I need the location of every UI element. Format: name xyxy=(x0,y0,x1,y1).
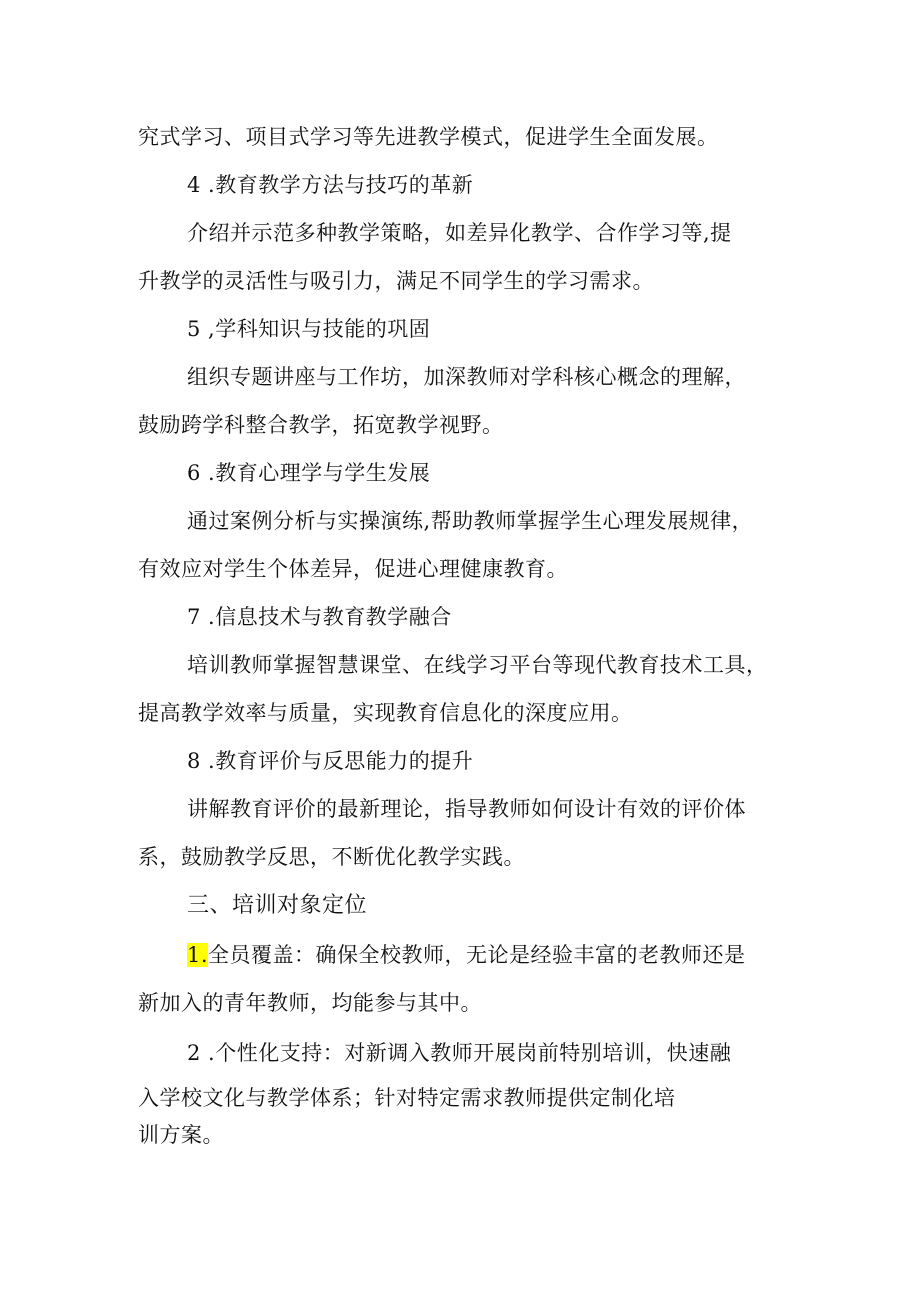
paragraph-line: 提高教学效率与质量，实现教育信息化的深度应用。 xyxy=(138,701,633,725)
paragraph-line: 鼓励跨学科整合教学，拓宽教学视野。 xyxy=(138,413,504,437)
section-heading-5: 5 ,学科知识与技能的巩固 xyxy=(187,317,431,341)
paragraph-line: 培训教师掌握智慧课堂、在线学习平台等现代教育技术工具， xyxy=(187,653,768,677)
section-heading-6: 6 .教育心理学与学生发展 xyxy=(187,461,431,485)
paragraph-line: 通过案例分析与实操演练,帮助教师掌握学生心理发展规律， xyxy=(187,509,754,533)
paragraph-line: 训方案。 xyxy=(138,1123,224,1147)
list-item-1 xyxy=(187,940,746,970)
section-heading-7: 7 .信息技术与教育教学融合 xyxy=(187,605,452,629)
list-item-text: 全员覆盖：确保全校教师，无论是经验丰富的老教师还是 xyxy=(208,943,746,967)
paragraph-line: 究式学习、项目式学习等先进教学模式，促进学生全面发展。 xyxy=(138,125,719,149)
section-heading-4: 4 .教育教学方法与技巧的革新 xyxy=(187,173,474,197)
paragraph-line: 系，鼓励教学反思，不断优化教学实践。 xyxy=(138,845,525,869)
paragraph-line: 有效应对学生个体差异，促进心理健康教育。 xyxy=(138,557,568,581)
list-item-2: 2 .个性化支持：对新调入教师开展岗前特别培训，快速融 xyxy=(187,1041,732,1065)
paragraph-line: 升教学的灵活性与吸引力，满足不同学生的学习需求。 xyxy=(138,269,654,293)
section-heading-8: 8 .教育评价与反思能力的提升 xyxy=(187,749,474,773)
paragraph-line: 介绍并示范多种教学策略，如差异化教学、合作学习等,提 xyxy=(187,221,732,245)
paragraph-line: 新加入的青年教师，均能参与其中。 xyxy=(138,991,482,1015)
paragraph-line: 组织专题讲座与工作坊，加深教师对学科核心概念的理解， xyxy=(187,365,746,389)
paragraph-line: 讲解教育评价的最新理论，指导教师如何设计有效的评价体 xyxy=(187,797,746,821)
chapter-heading: 三、培训对象定位 xyxy=(187,893,368,918)
highlighted-number: 1. xyxy=(187,943,209,967)
paragraph-line: 入学校文化与教学体系；针对特定需求教师提供定制化培 xyxy=(138,1086,676,1110)
